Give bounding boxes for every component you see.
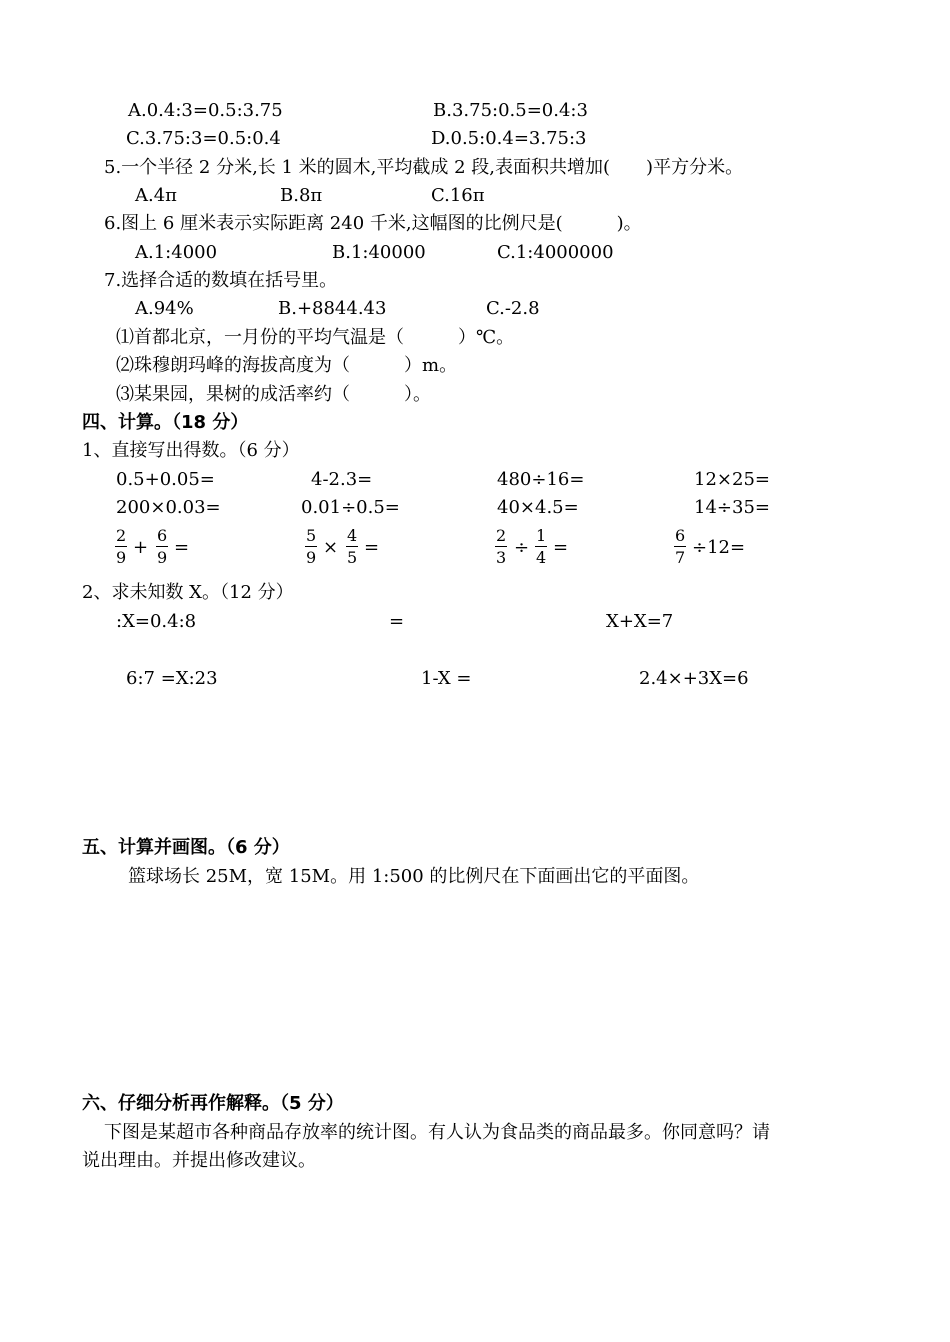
- equation-6: 2.4×+3X=6: [639, 668, 749, 689]
- section6-line2: 说出理由。并提出修改建议。: [82, 1150, 316, 1171]
- q5-option-b: B.8π: [280, 185, 323, 206]
- denominator: 5: [347, 548, 358, 567]
- q4-option-c: C.3.75:3=0.5:0.4: [126, 128, 281, 149]
- denominator: 3: [496, 548, 507, 567]
- section4-part2-title: 2、求未知数 X。（12 分）: [82, 582, 294, 603]
- section4-part1-title: 1、直接写出得数。（6 分）: [82, 440, 300, 461]
- denominator: 7: [675, 548, 686, 567]
- numerator: 5: [306, 526, 317, 545]
- section6-heading: 六、仔细分析再作解释。（5 分）: [82, 1093, 344, 1114]
- q4-option-b: B.3.75:0.5=0.4:3: [433, 100, 588, 121]
- section5-heading: 五、计算并画图。（6 分）: [82, 837, 290, 858]
- calc-r3-e4-fraction1: [674, 528, 686, 566]
- q6-text: 6.图上 6 厘米表示实际距离 240 千米,这幅图的比例尺是( )。: [104, 213, 642, 234]
- calc-r2-c2: 0.01÷0.5=: [301, 497, 400, 518]
- denominator: 4: [536, 548, 547, 567]
- section4-heading: 四、计算。（18 分）: [82, 412, 249, 433]
- q6-option-a: A.1:4000: [135, 242, 218, 263]
- calc-r3-e3-fraction2: [535, 528, 547, 566]
- calc-r2-c3: 40×4.5=: [497, 497, 579, 518]
- calc-r1-c2: 4-2.3=: [311, 469, 373, 490]
- calc-r1-c4: 12×25=: [694, 469, 770, 490]
- q7-sub1: ⑴首都北京，一月份的平均气温是（ ）℃。: [116, 327, 515, 348]
- q6-option-c: C.1:4000000: [497, 242, 614, 263]
- calc-r3-e2-equals: =: [364, 537, 380, 558]
- calc-r1-c3: 480÷16=: [497, 469, 585, 490]
- denominator: 9: [157, 548, 168, 567]
- q7-option-a: A.94%: [135, 298, 194, 319]
- calc-r3-e1-operator: +: [133, 537, 149, 558]
- section5-text: 篮球场长 25M，宽 15M。用 1:500 的比例尺在下面画出它的平面图。: [128, 866, 700, 887]
- calc-r3-e2-fraction2: [346, 528, 358, 566]
- calc-r3-e4-tail: ÷12=: [692, 537, 746, 558]
- calc-r3-e3-equals: =: [553, 537, 569, 558]
- equation-3: X+X=7: [606, 611, 674, 632]
- q5-text: 5.一个半径 2 分米,长 1 米的圆木,平均截成 2 段,表面积共增加( )平方分米。: [104, 157, 744, 178]
- calc-r3-e1-fraction1: [115, 528, 127, 566]
- numerator: 4: [347, 526, 358, 545]
- calc-r3-e3-operator: ÷: [514, 537, 530, 558]
- calc-r3-e2-fraction1: [305, 528, 317, 566]
- q7-text: 7.选择合适的数填在括号里。: [104, 270, 338, 291]
- numerator: 1: [536, 526, 547, 545]
- equation-5: 1-X =: [421, 668, 472, 689]
- equation-1: :X=0.4:8: [116, 611, 197, 632]
- section6-line1: 下图是某超市各种商品存放率的统计图。有人认为食品类的商品最多。你同意吗？请: [104, 1122, 770, 1143]
- q7-sub3: ⑶某果园，果树的成活率约（ ）。: [116, 384, 431, 405]
- q4-option-d: D.0.5:0.4=3.75:3: [431, 128, 587, 149]
- numerator: 2: [496, 526, 507, 545]
- calc-r3-e1-equals: =: [174, 537, 190, 558]
- calc-r2-c4: 14÷35=: [694, 497, 770, 518]
- calc-r2-c1: 200×0.03=: [116, 497, 221, 518]
- numerator: 2: [116, 526, 127, 545]
- numerator: 6: [675, 526, 686, 545]
- q7-option-b: B.+8844.43: [278, 298, 387, 319]
- calc-r3-e3-fraction1: [495, 528, 507, 566]
- q7-sub2: ⑵珠穆朗玛峰的海拔高度为（ ）m。: [116, 355, 458, 376]
- calc-r3-e2-operator: ×: [323, 537, 339, 558]
- q7-option-c: C.-2.8: [486, 298, 540, 319]
- equation-2: =: [389, 611, 405, 632]
- q6-option-b: B.1:40000: [332, 242, 426, 263]
- q5-option-c: C.16π: [431, 185, 485, 206]
- q4-option-a: A.0.4:3=0.5:3.75: [128, 100, 283, 121]
- calc-r1-c1: 0.5+0.05=: [116, 469, 215, 490]
- denominator: 9: [306, 548, 317, 567]
- denominator: 9: [116, 548, 127, 567]
- numerator: 6: [157, 526, 168, 545]
- q5-option-a: A.4π: [135, 185, 178, 206]
- calc-r3-e1-fraction2: [156, 528, 168, 566]
- equation-4: 6:7 =X:23: [126, 668, 218, 689]
